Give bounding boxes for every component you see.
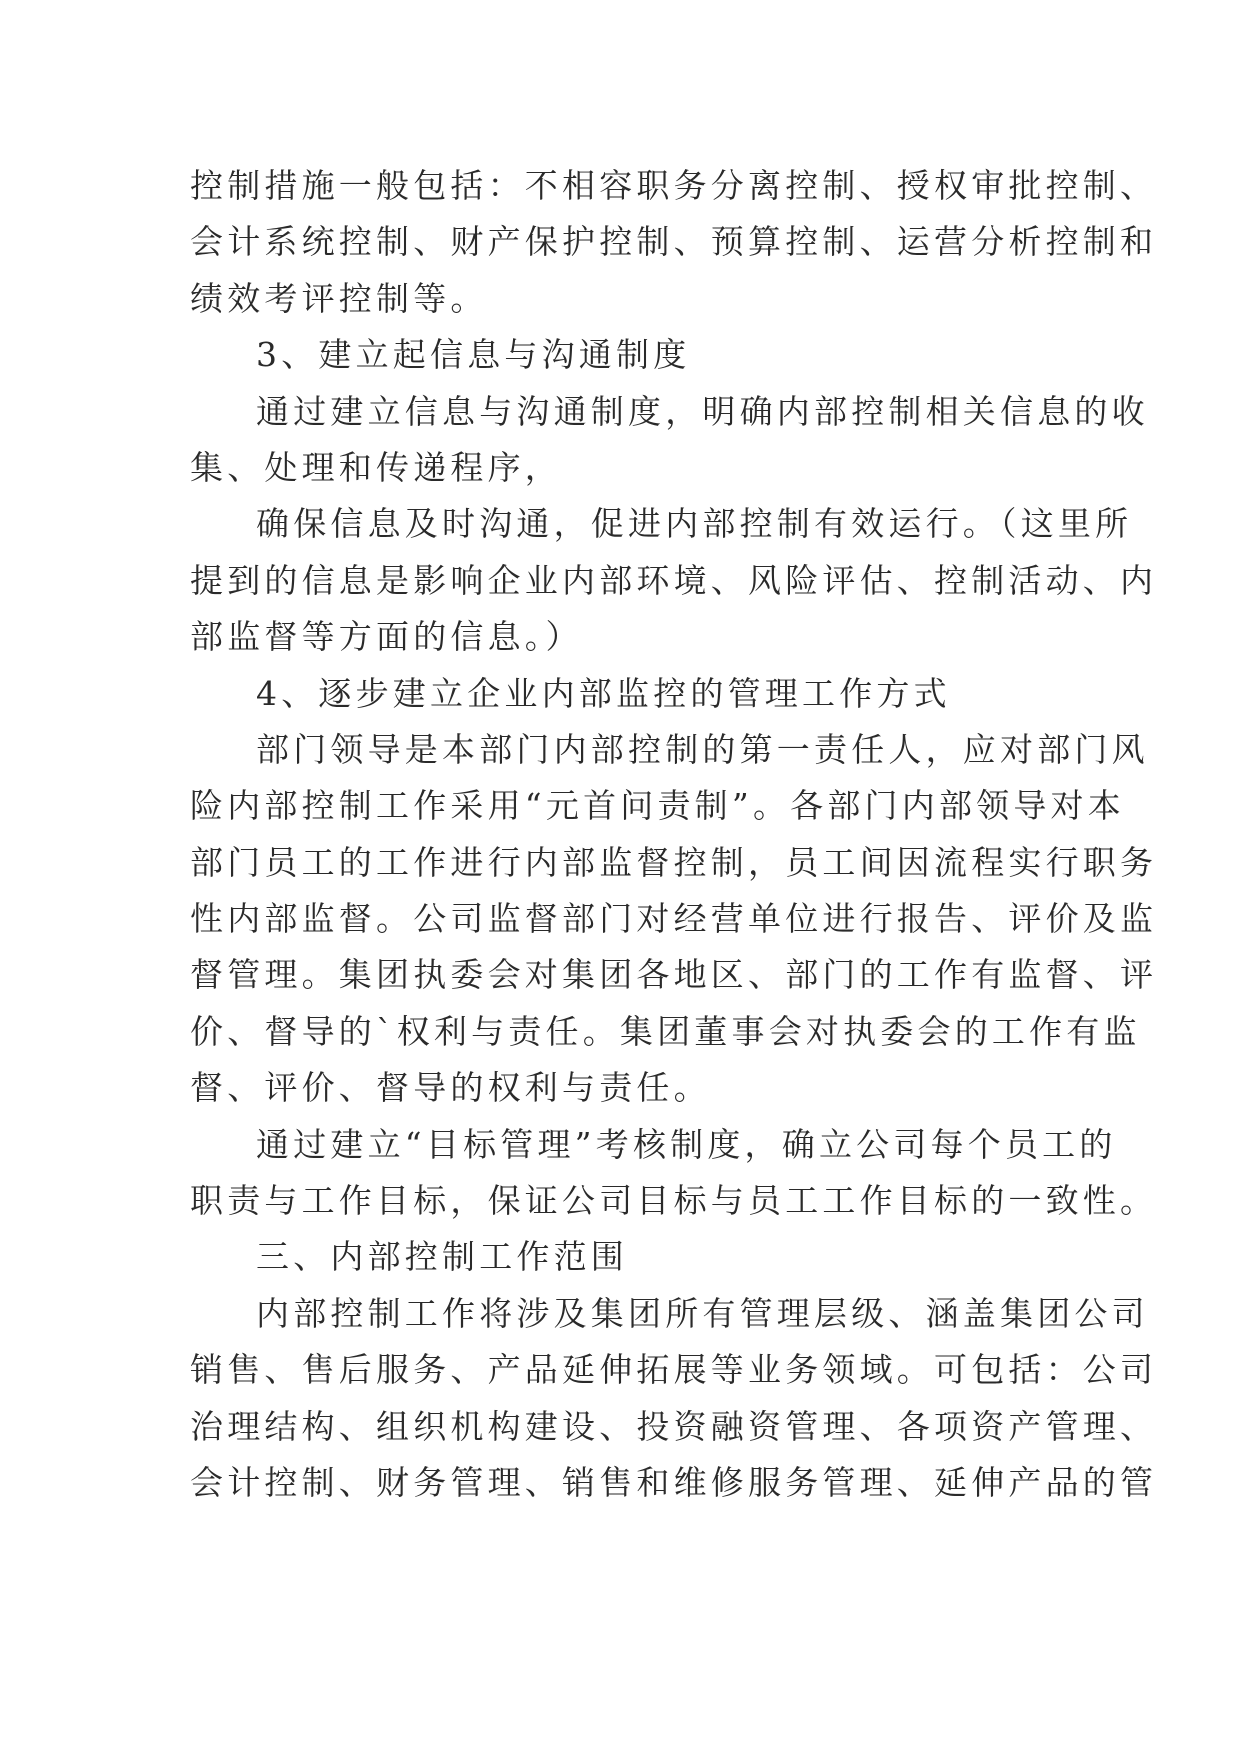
text-line: 会计控制、财务管理、销售和维修服务管理、延伸产品的管 [190, 1462, 1158, 1502]
document-body [190, 158, 1158, 1511]
text-line: 会计系统控制、财产保护控制、预算控制、运营分析控制和 [190, 222, 1158, 262]
text-line: 治理结构、组织机构建设、投资融资管理、各项资产管理、 [190, 1406, 1158, 1446]
text-line: 职责与工作目标，保证公司目标与员工工作目标的一致性。 [190, 1181, 1158, 1221]
text-line: 部门员工的工作进行内部监督控制，员工间因流程实行职务 [190, 842, 1158, 882]
text-line: 险内部控制工作采用“元首问责制”。各部门内部领导对本 [190, 786, 1125, 826]
text-line: 确保信息及时沟通，促进内部控制有效运行。（这里所 [256, 504, 1133, 544]
text-line: 绩效考评控制等。 [190, 278, 488, 318]
text-line: 督管理。集团执委会对集团各地区、部门的工作有监督、评 [190, 955, 1158, 995]
section-heading: 4、逐步建立企业内部监控的管理工作方式 [256, 673, 951, 713]
text-line: 内部控制工作将涉及集团所有管理层级、涵盖集团公司 [256, 1293, 1149, 1333]
text-line: 提到的信息是影响企业内部环境、风险评估、控制活动、内 [190, 560, 1158, 600]
text-line: 销售、售后服务、产品延伸拓展等业务领域。可包括：公司 [190, 1350, 1158, 1390]
text-line: 性内部监督。公司监督部门对经营单位进行报告、评价及监 [190, 899, 1158, 939]
section-heading: 3、建立起信息与沟通制度 [256, 335, 691, 375]
text-line: 集、处理和传递程序， [190, 447, 562, 487]
text-line: 部门领导是本部门内部控制的第一责任人，应对部门风 [256, 729, 1149, 769]
text-line: 督、评价、督导的权利与责任。 [190, 1068, 711, 1108]
text-line: 通过建立信息与沟通制度，明确内部控制相关信息的收 [256, 391, 1149, 431]
section-heading: 三、内部控制工作范围 [256, 1237, 628, 1277]
text-line: 通过建立“目标管理”考核制度，确立公司每个员工的 [256, 1124, 1117, 1164]
text-line: 控制措施一般包括：不相容职务分离控制、授权审批控制、 [190, 166, 1158, 205]
text-line: 价、督导的`权利与责任。集团董事会对执委会的工作有监 [190, 1011, 1141, 1051]
text-line: 部监督等方面的信息。） [190, 617, 583, 657]
